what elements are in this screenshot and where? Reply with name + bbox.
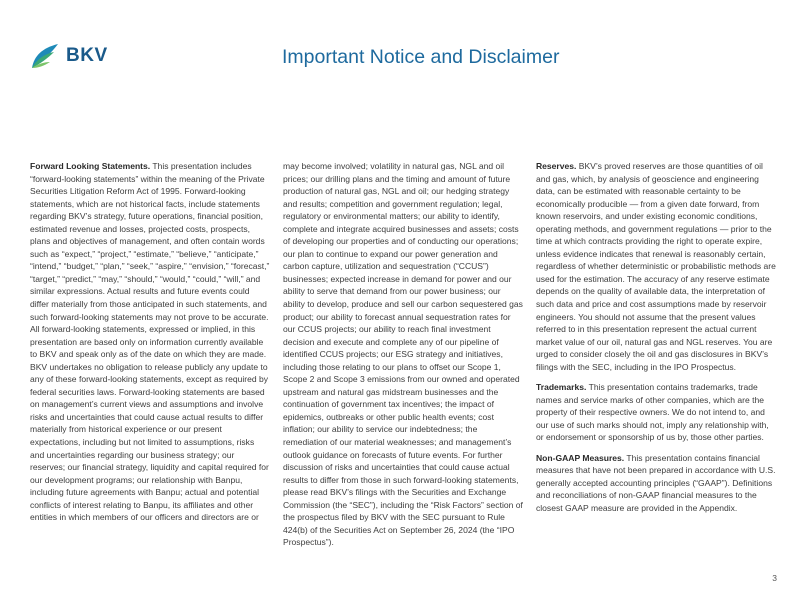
company-logo (30, 42, 108, 70)
reserves-heading: Reserves. (536, 161, 577, 171)
leaf-icon (30, 42, 60, 70)
forward-looking-text: This presentation includes “forward-looking statements” within the meaning of the Private Securities Litigation Reform Act of 1995. Forward-looking statements, which are not historical facts, include statements regarding BKV’s strategy, future operations, financial position, estimated revenue and losses, projected costs, prospects, plans and objectives of management, and often contain words such as “expect,” “project,” “estimate,” “believe,” “anticipate,” “intend,” “budget,” “plan,” “seek,” “aspire,” “envision,” “forecast,” “target,” “predict,” “may,” “should,” “would,” “could,” “will,” and similar expressions. Actual results and future events could differ materially from those anticipated in such statements, and such forward-looking statements may not prove to be accurate. All forward-looking statements, expressed or implied, in this presentation are based only on information currently available to BKV and speak only as of the date on which they are made. BKV undertakes no obligation to release publicly any update to any of these forward-looking statements, except as required by federal securities laws. Forward-looking statements are based on management’s current views and assumptions and involve risks and uncertainties that could cause actual results to differ materially from historical experience or our present expectations, including but not limited to assumptions, risks and uncertainties regarding our business strategy; our reserves; our financial strategy, liquidity and capital required for our development programs; our relationship with Banpu, including future agreements with Banpu; actual and potential conflicts of interest relating to Banpu, its affiliates and other entities in which members of our officers and directors are or (30, 161, 270, 523)
page-title: Important Notice and Disclaimer (282, 46, 560, 68)
page-number: 3 (772, 573, 777, 583)
column-other-notices (536, 160, 776, 514)
column-risks-continued (283, 160, 523, 549)
non-gaap-heading: Non-GAAP Measures. (536, 452, 625, 463)
column-forward-looking (30, 160, 270, 524)
reserves-paragraph (536, 160, 776, 373)
reserves-text: BKV’s proved reserves are those quantities of oil and gas, which, by analysis of geoscience and engineering data, can be estimated with reasonable certainty to be economically producible — from a given date forward, from known reservoirs, and under existing economic conditions, operating methods, and government regulations — prior to the time at which contracts providing the right to operate expire, unless evidence indicates that renewal is reasonably certain, regardless of whether deterministic or probabilistic methods are used for the estimation. The accuracy of any reserve estimate depends on the quality of available data, the interpretation of such data and price and cost assumptions made by reservoir engineers. You should not assume that the present values referred to in this presentation represent the actual current market value of our oil, natural gas and NGL reserves. You are urged to consider closely the oil and gas disclosures in BKV’s filings with the SEC, including in the IPO Prospectus. (536, 161, 776, 372)
forward-looking-heading: Forward Looking Statements. (30, 161, 151, 171)
trademarks-text: This presentation contains trademarks, trade names and service marks of other companies, which are the property of their respective owners. We do not intend to, and our use of such marks should not, imply any relationship with, or endorsement or sponsorship of us by, those other parties. (536, 382, 769, 443)
non-gaap-paragraph (536, 452, 776, 515)
risks-continued-text: may become involved; volatility in natural gas, NGL and oil prices; our drilling plans and the timing and amount of future production of natural gas, NGL and oil; our hedging strategy and results; competition and government regulation; legal, regulatory or environmental matters; our ability to identify, complete and integrate acquired businesses and assets; costs of developing our properties and of conducting our operations; our plan to continue to expand our power generation and carbon capture, utilization and sequestration (“CCUS”) businesses; expected increase in demand for power and our ability to serve that demand from our power business; our ability to develop, produce and sell our carbon sequestered gas product; our ability to forecast annual sequestration rates for our CCUS projects; our ability to reach final investment decision and execute and complete any of our pipeline of identified CCUS projects; our ESG strategy and initiatives, including those relating to our plans to offset our Scope 1, Scope 2 and Scope 3 emissions from our owned and operated upstream and natural gas midstream businesses and the continuation of government tax incentives; the impact of epidemics, outbreaks or other public health events; cost inflation; our ability to service our indebtedness; the remediation of our material weaknesses; and management’s outlook guidance on forecasts of future events. For further discussion of risks and uncertainties that could cause actual results to differ from those in such forward-looking statements, please read BKV’s filings with the Securities and Exchange Commission (the “SEC”), including the “Risk Factors” section of the prospectus filed by BKV with the SEC pursuant to Rule 424(b) of the Securities Act on September 26, 2024 (the “IPO Prospectus”). (283, 161, 523, 548)
trademarks-heading: Trademarks. (536, 382, 587, 393)
trademarks-paragraph (536, 381, 776, 444)
forward-looking-paragraph (30, 160, 270, 524)
logo-wordmark: BKV (66, 45, 108, 66)
non-gaap-text: This presentation contains financial measures that have not been prepared in accordance with U.S. generally accepted accounting principles (“GAAP”). Definitions and reconciliations of non-GAAP financial measures to the closest GAAP measure are provided in the Appendix. (536, 452, 776, 513)
